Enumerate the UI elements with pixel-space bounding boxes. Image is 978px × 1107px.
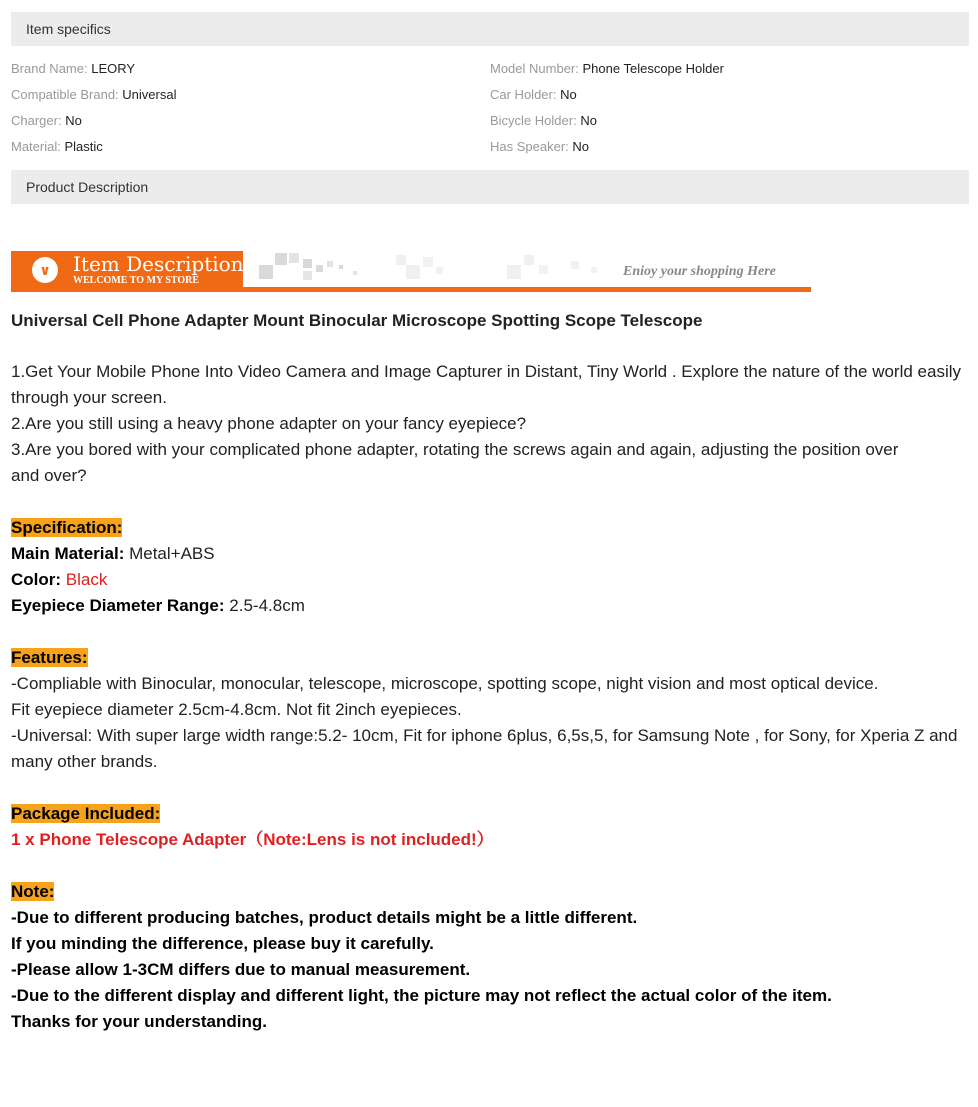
spec-car-holder [490, 86, 577, 104]
specification-heading: Specification: [11, 518, 123, 537]
decor-square [524, 255, 534, 265]
feature-line: Fit eyepiece diameter 2.5cm-4.8cm. Not fit 2inch eyepieces. [11, 700, 462, 719]
spec-eyepiece [11, 593, 961, 619]
spec-color-label: Color: [11, 570, 62, 589]
spec-value: No [580, 113, 597, 128]
note-line: If you minding the difference, please buy it carefully. [11, 934, 434, 953]
spec-bicycle-holder [490, 112, 597, 130]
decor-square [327, 261, 333, 267]
note-line: Thanks for your understanding. [11, 1012, 267, 1031]
banner-label-block [11, 251, 243, 287]
spec-brand-name [11, 60, 135, 78]
decor-square [339, 265, 343, 269]
decor-square [406, 265, 420, 279]
banner-title: Item Description [73, 252, 244, 276]
product-title: Universal Cell Phone Adapter Mount Binocular Microscope Spotting Scope Telescope [11, 311, 703, 330]
spec-label: Brand Name: [11, 61, 88, 76]
decor-square [591, 267, 597, 273]
note-heading-row [11, 879, 961, 905]
spec-label: Model Number: [490, 61, 579, 76]
note-line: -Please allow 1-3CM differs due to manual measurement. [11, 960, 471, 979]
spec-value: No [572, 139, 590, 154]
decor-square [303, 259, 312, 268]
intro-line: 1.Get Your Mobile Phone Into Video Camera and Image Capturer in Distant, Tiny World . Explore the nature of the world easily through your screen. [11, 362, 962, 407]
spec-main-material-label: Main Material: [11, 544, 125, 563]
spec-value: Phone Telescope Holder [582, 61, 724, 76]
note-heading: Note: [11, 882, 55, 901]
product-description-header: Product Description [11, 170, 969, 204]
feature-line: many other brands. [11, 752, 158, 771]
intro-line: and over? [11, 466, 87, 485]
intro-line: 3.Are you bored with your complicated phone adapter, rotating the screws again and again, adjusting the position over [11, 440, 899, 459]
spec-has-speaker [490, 138, 589, 156]
package-heading: Package Included: [11, 804, 161, 823]
spec-label: Compatible Brand: [11, 87, 119, 102]
decor-square [507, 265, 521, 279]
spec-main-material-value: Metal+ABS [129, 544, 215, 563]
spec-color [11, 567, 961, 593]
spec-label: Charger: [11, 113, 62, 128]
intro-line: 2.Are you still using a heavy phone adapter on your fancy eyepiece? [11, 414, 527, 433]
note-line: -Due to different producing batches, product details might be a little different. [11, 908, 638, 927]
decor-square [539, 265, 548, 274]
decor-square [316, 265, 323, 272]
decor-square [436, 267, 443, 274]
note-line: -Due to the different display and different light, the picture may not reflect the actual color of the item. [11, 986, 832, 1005]
decor-square [353, 271, 357, 275]
spec-main-material [11, 541, 961, 567]
item-specifics-header: Item specifics [11, 12, 969, 46]
chevron-down-icon: ∨ [32, 257, 58, 283]
banner-subtitle: WELCOME TO MY STORE [73, 275, 200, 286]
spec-label: Has Speaker: [490, 139, 569, 154]
decor-square [571, 261, 579, 269]
spec-label: Material: [11, 139, 61, 154]
spec-eyepiece-label: Eyepiece Diameter Range: [11, 596, 225, 615]
decor-square [259, 265, 273, 279]
features-heading: Features: [11, 648, 88, 667]
spec-model-number [490, 60, 724, 78]
banner-underline [11, 287, 811, 292]
package-heading-row [11, 801, 961, 827]
decor-square [396, 255, 406, 265]
spec-color-value: Black [65, 570, 108, 589]
spec-value: Universal [122, 87, 177, 102]
spec-value: No [560, 87, 577, 102]
features-heading-row [11, 645, 961, 671]
spec-value: Plastic [64, 139, 103, 154]
spec-label: Bicycle Holder: [490, 113, 577, 128]
spec-value: No [65, 113, 82, 128]
feature-line: -Universal: With super large width range:5.2- 10cm, Fit for iphone 6plus, 6,5s,5, for Samsung Note , for Sony, for Xperia Z and [11, 726, 958, 745]
feature-line: -Compliable with Binocular, monocular, telescope, microscope, spotting scope, night vision and most optical device. [11, 674, 879, 693]
package-item: 1 x Phone Telescope Adapter（Note:Lens is not included!） [11, 830, 494, 849]
decor-square [275, 253, 287, 265]
specification-heading-row [11, 515, 961, 541]
decor-square [303, 271, 312, 280]
banner-tagline: Enioy your shopping Here [623, 264, 776, 279]
spec-charger [11, 112, 82, 130]
item-description-banner [11, 251, 811, 292]
decor-square [289, 253, 299, 263]
decor-square [423, 257, 433, 267]
spec-material [11, 138, 103, 156]
spec-value: LEORY [91, 61, 136, 76]
spec-compatible-brand [11, 86, 176, 104]
spec-label: Car Holder: [490, 87, 557, 102]
description-content [11, 307, 961, 1035]
spec-eyepiece-value: 2.5-4.8cm [229, 596, 305, 615]
